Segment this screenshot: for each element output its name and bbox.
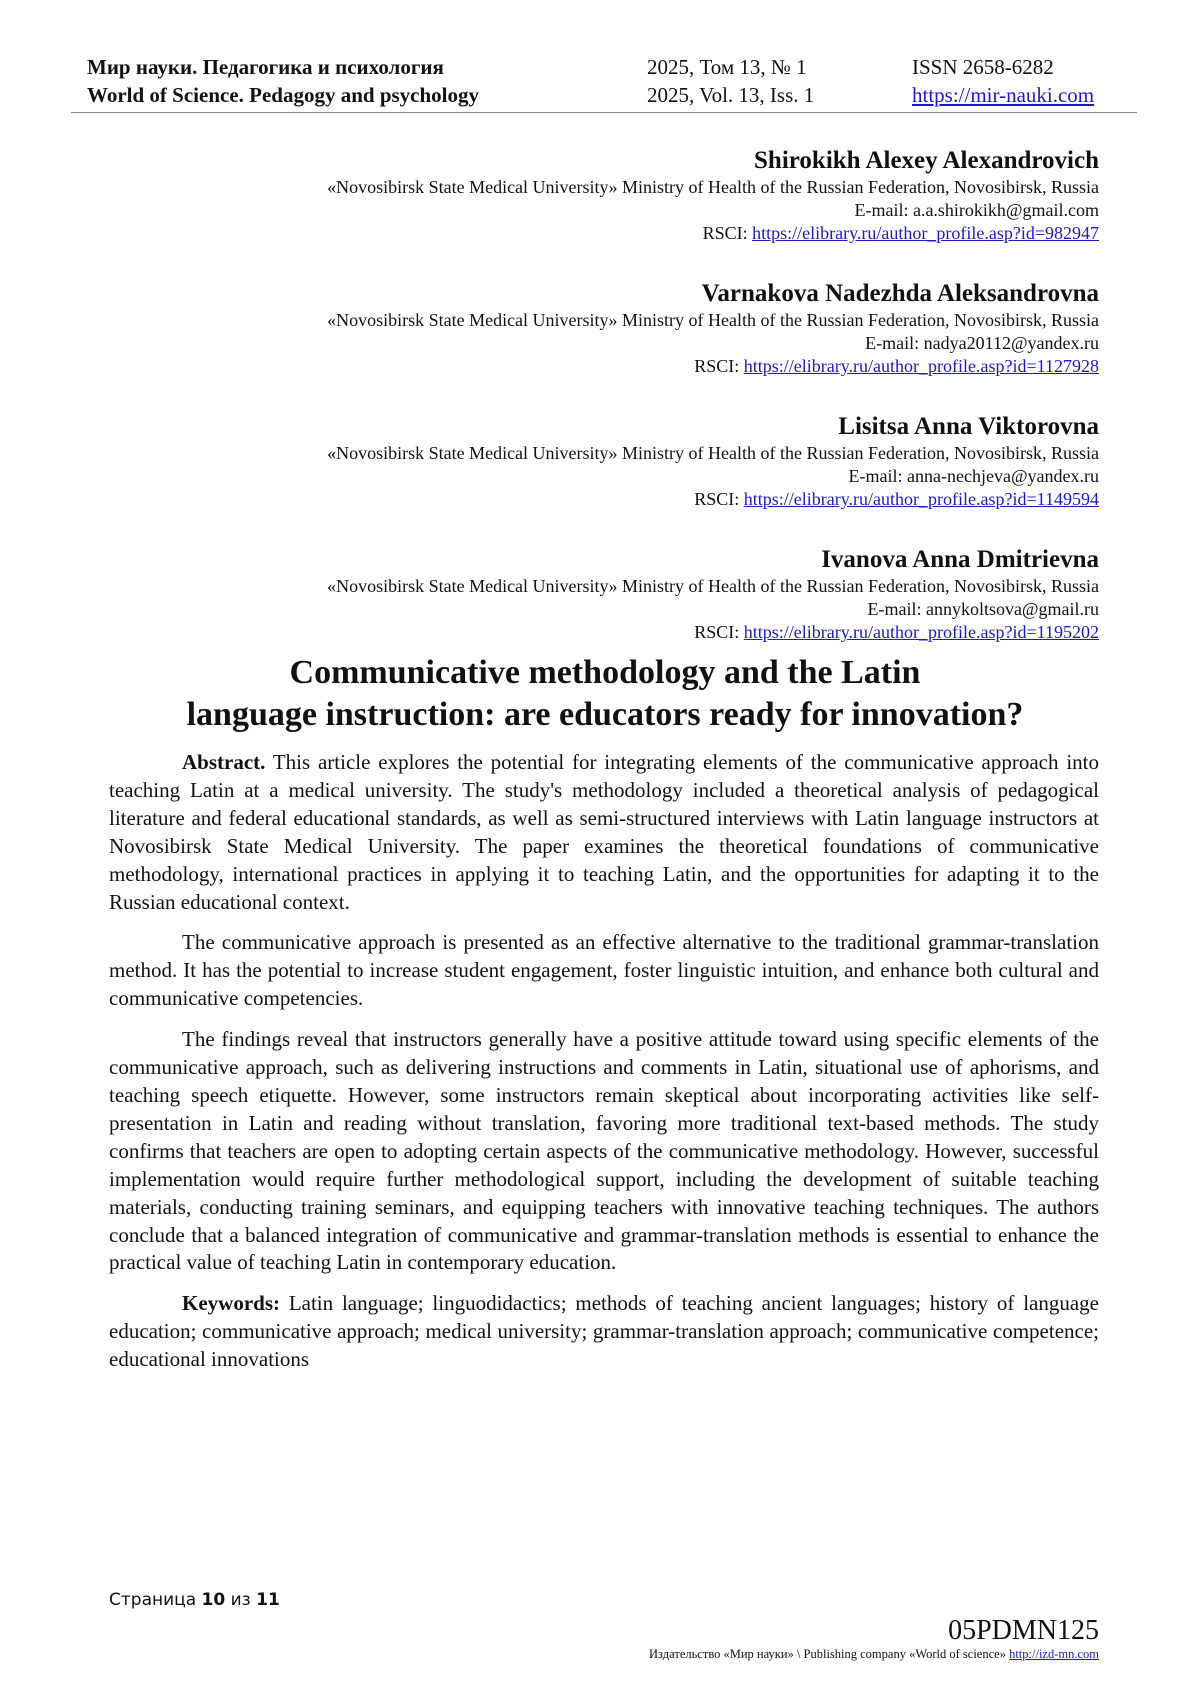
author-entry [200,146,1099,245]
rsci-label: RSCI: [694,356,744,376]
article-title [100,652,1110,736]
author-name: Ivanova Anna Dmitrievna [821,546,1099,573]
keywords-label: Keywords: [182,1291,280,1316]
author-name: Varnakova Nadezhda Aleksandrovna [701,280,1099,307]
abstract-paragraph: The findings reveal that instructors generally have a positive attitude toward using specific elements of the communicative approach, such as delivering instructions and comments in Latin, situational use of aphorisms, and teaching speech etiquette. However, some instructors remain skeptical about incorporating activities like self-presentation in Latin and reading without translation, favoring more traditional text-based methods. The study confirms that teachers are open to adopting certain aspects of the communicative methodology. However, successful implementation would require further methodological support, including the development of suitable teaching materials, conducting training seminars, and equipping teachers with innovative teaching techniques. The authors conclude that a balanced integration of communicative and grammar-translation methods is essential to enhance the practical value of teaching Latin in contemporary education. [109,1027,1099,1275]
rsci-link[interactable]: https://elibrary.ru/author_profile.asp?id=1149594 [743,489,1099,509]
keywords-paragraph [109,1290,1099,1374]
title-line: language instruction: are educators ready for innovation? [186,696,1024,733]
rsci-label: RSCI: [694,622,744,642]
keywords-text: Latin language; linguodidactics; methods of teaching ancient languages; history of language education; communicative approach; medical university; grammar-translation approach; communicative competence; educational innovations [109,1291,1099,1372]
page-total: 11 [256,1590,280,1610]
author-entry [200,412,1099,511]
publisher-link[interactable]: http://izd-mn.com [1009,1647,1099,1661]
author-email: E-mail: anna-nechjeva@yandex.ru [848,466,1099,486]
authors-block [200,146,1099,678]
journal-title-ru: Мир науки. Педагогика и психология [87,55,444,79]
abstract-paragraph: The communicative approach is presented as an effective alternative to the traditional grammar-translation method. It has the potential to increase student engagement, foster linguistic intuition, and enhance both cultural and communicative competencies. [109,930,1099,1011]
abstract-section [109,749,1099,1387]
issue-ru: 2025, Том 13, № 1 [647,55,807,79]
publisher-text: Издательство «Мир науки» \ Publishing company «World of science» [649,1647,1010,1661]
author-entry [200,545,1099,644]
journal-title-en: World of Science. Pedagogy and psychology [87,83,480,107]
abstract-label: Abstract. [182,750,266,774]
issn: ISSN 2658-6282 [912,55,1054,79]
rsci-link[interactable]: https://elibrary.ru/author_profile.asp?id=1127928 [743,356,1099,376]
author-affiliation: «Novosibirsk State Medical University» Ministry of Health of the Russian Federation, Novosibirsk, Russia [327,177,1099,197]
author-affiliation: «Novosibirsk State Medical University» Ministry of Health of the Russian Federation, Novosibirsk, Russia [327,576,1099,596]
page-prefix: Страница [109,1590,202,1610]
page-number [109,1590,280,1610]
rsci-label: RSCI: [694,489,744,509]
author-name: Lisitsa Anna Viktorovna [838,413,1099,440]
abstract-paragraph [109,749,1099,916]
author-email: E-mail: a.a.shirokikh@gmail.com [854,200,1099,220]
rsci-link[interactable]: https://elibrary.ru/author_profile.asp?id=982947 [752,223,1099,243]
author-email: E-mail: nadya20112@yandex.ru [865,333,1099,353]
page-current: 10 [201,1590,226,1610]
title-line: Communicative methodology and the Latin [289,654,921,691]
abstract-text: This article explores the potential for integrating elements of the communicative approach into teaching Latin at a medical university. The study's methodology included a theoretical analysis of pedagogical literature and federal educational standards, as well as semi-structured interviews with Latin language instructors at Novosibirsk State Medical University. The paper examines the theoretical foundations of communicative methodology, international practices in applying it to teaching Latin, and the opportunities for adapting it to the Russian educational context. [109,750,1099,914]
author-entry [200,279,1099,378]
header-divider [71,112,1137,113]
author-affiliation: «Novosibirsk State Medical University» Ministry of Health of the Russian Federation, Novosibirsk, Russia [327,310,1099,330]
author-affiliation: «Novosibirsk State Medical University» Ministry of Health of the Russian Federation, Novosibirsk, Russia [327,443,1099,463]
publisher-line [649,1647,1099,1662]
rsci-label: RSCI: [702,223,753,243]
author-email: E-mail: annykoltsova@gmail.ru [867,599,1099,619]
rsci-link[interactable]: https://elibrary.ru/author_profile.asp?id=1195202 [743,622,1099,642]
page-mid: из [225,1590,257,1610]
author-name: Shirokikh Alexey Alexandrovich [754,147,1099,174]
issue-en: 2025, Vol. 13, Iss. 1 [647,83,815,107]
journal-site-link[interactable]: https://mir-nauki.com [912,83,1095,107]
article-code: 05PDMN125 [948,1615,1099,1646]
